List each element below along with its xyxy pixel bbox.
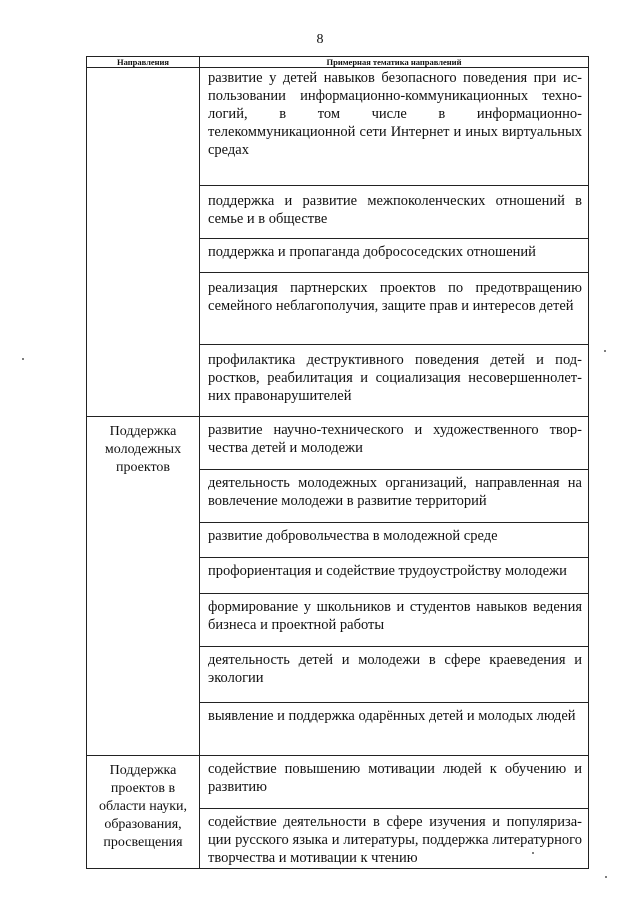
scan-speck (532, 852, 534, 854)
topic-text: деятельность молодежных организаций, направленная на вовлечение молодежи в развитие территорий (208, 475, 582, 509)
topic-text: профориентация и содействие трудоустройству молодежи (208, 563, 567, 579)
topic-cell (200, 558, 589, 594)
table-row (87, 417, 589, 470)
topic-cell (200, 417, 589, 470)
topic-cell (200, 68, 589, 186)
page-number: 8 (316, 32, 324, 47)
topic-cell (200, 470, 589, 523)
topic-cell (200, 239, 589, 273)
header-topics: Примерная тематика направлений (200, 57, 589, 68)
topic-cell (200, 809, 589, 869)
scan-speck (604, 350, 606, 352)
topic-text: деятельность детей и молодежи в сфере краеведения и экологии (208, 652, 582, 686)
topic-text: реализация партнерских проектов по предотвращению семейного неблагополучия, защите прав и интересов детей (208, 280, 582, 314)
topic-text: развитие у детей навыков безопасного поведения при использовании информационно-коммуникационных технологий, в том числе в информационно-телекоммуникационной сети Интернет и иных виртуальных средах (208, 70, 582, 158)
topic-cell (200, 345, 589, 417)
topic-text: формирование у школьников и студентов навыков ведения бизнеса и проектной работы (208, 599, 582, 633)
table-header-row (87, 57, 589, 68)
topic-cell (200, 703, 589, 756)
topic-text: поддержка и пропаганда добрососедских отношений (208, 244, 536, 260)
topic-text: содействие повышению мотивации людей к обучению и развитию (208, 761, 582, 795)
topic-cell (200, 647, 589, 703)
topic-cell (200, 273, 589, 345)
topic-cell (200, 756, 589, 809)
direction-cell-youth: Поддержка молодежных проектов (87, 417, 200, 756)
topic-cell (200, 594, 589, 647)
topic-text: поддержка и развитие межпоколенческих отношений в семье и в обществе (208, 193, 582, 227)
direction-cell-continued (87, 68, 200, 417)
direction-cell-science: Поддержка проектов в области науки, образования, просвещения (87, 756, 200, 869)
topic-text: содействие деятельности в сфере изучения и популяризации русского языка и литературы, поддержка литературного творчества и мотивации к чтению (208, 814, 582, 866)
scan-speck (22, 358, 24, 360)
topic-text: выявление и поддержка одарённых детей и молодых людей (208, 708, 576, 724)
directions-table (86, 56, 589, 869)
topic-cell (200, 523, 589, 558)
topic-cell (200, 186, 589, 239)
topic-text: профилактика деструктивного поведения детей и подростков, реабилитация и социализация несовершеннолетних правонарушителей (208, 352, 582, 404)
header-directions: Направления (87, 57, 200, 68)
topic-text: развитие научно-технического и художественного творчества детей и молодежи (208, 422, 582, 456)
topic-text: развитие добровольчества в молодежной среде (208, 528, 498, 544)
table-row (87, 756, 589, 809)
table-row (87, 68, 589, 186)
scan-speck (605, 876, 607, 878)
